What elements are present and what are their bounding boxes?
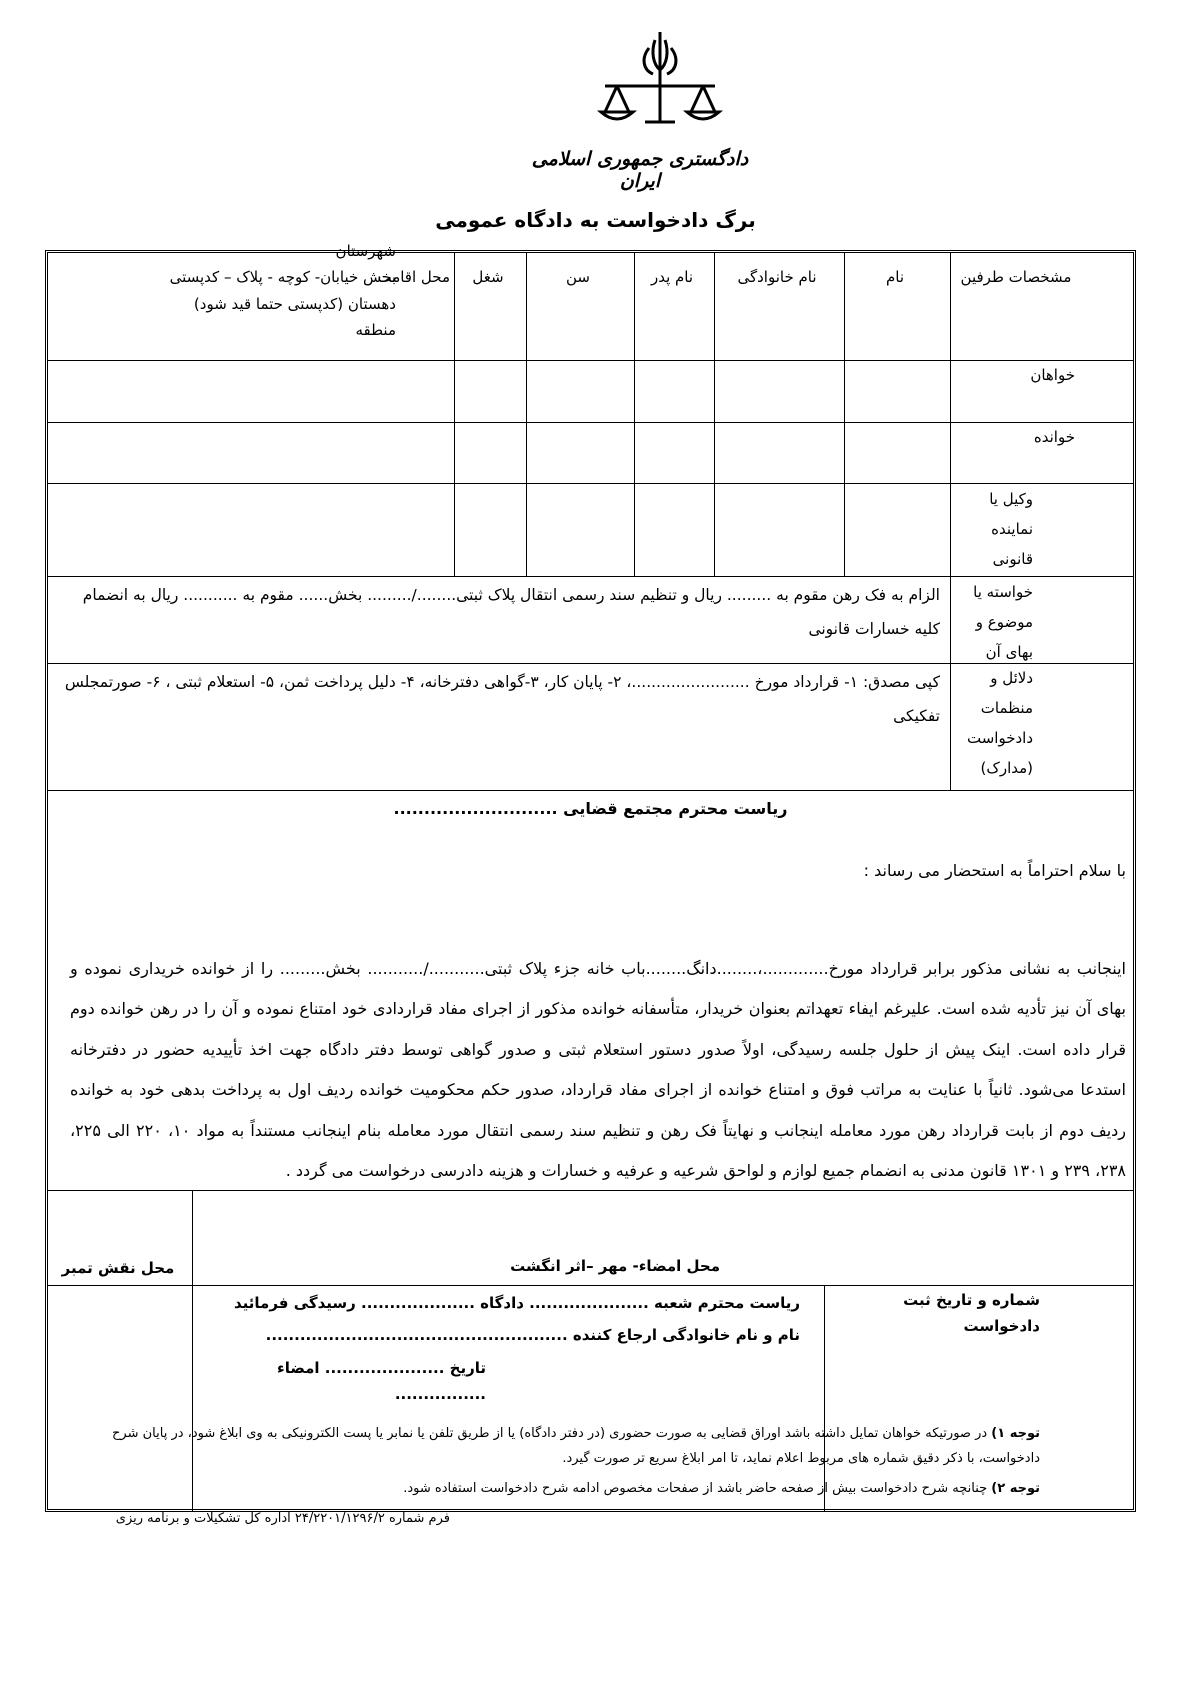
divider xyxy=(48,360,1133,361)
occupation-header: شغل xyxy=(472,268,504,286)
note-1-text: در صورتیکه خواهان تمایل داشته باشد اوراق قضایی به صورت حضوری (در دفتر دادگاه) یا از طریق تلفن یا نمابر یا پست الکترونیکی به وی ابلاغ شود، در پایان شرح دادخواست، با ذکر دقیق شماره های مربوط اعلام نماید، تا امر ابلاغ سریع تر صورت گیرد. xyxy=(112,1426,1040,1467)
parties-spec-header: مشخصات طرفین xyxy=(960,268,1072,286)
judiciary-emblem-icon xyxy=(595,30,725,130)
form-title: برگ دادخواست به دادگاه عمومی xyxy=(435,208,756,232)
request-body-text: اینجانب به نشانی مذکور برابر قرارداد مورخ.............،........دانگ........باب خانه جزء پلاک ثبتی.........../........... بخش......... را از خوانده خریداری نموده و بهای آن نیز تأدیه شده است. علیرغم ایفاء تعهداتم بعنوان خریدار، متأسفانه خوانده مذکور از اجرای مفاد قراردادی خود امتناع نموده و آن را در رهن خوانده دوم قرار داده است. اینک پیش از حلول جلسه رسیدگی، اولاً صدور دستور استعلام ثبتی و صدور گواهی توسط دفتر دادگاه جهت اخذ تأییدیه حضور در دفترخانه استدعا می‌شود. ثانیاً با عنایت به مراتب فوق و امتناع خوانده از اجرای مفاد قرارداد، صدور حکم محکومیت خوانده ردیف اول به پرداخت بدهی خود به خوانده ردیف دوم از بابت قرارداد رهن مورد معامله اینجانب و نهایتاً فک رهن و تنظیم سند رسمی انتقال مورد معامله بنام اینجانب مستنداً به مواد ۱۰، ۲۲۰ الی ۲۲۵، ۲۳۸، ۲۳۹ و ۱۳۰۱ قانون مدنی به انضمام جمیع لوازم و لواحق شرعیه و عرفیه و خسارات و هزینه دادرسی درخواست می گردد . xyxy=(70,959,1126,1181)
request-addressee: ریاست محترم مجتمع قضایی ........................... xyxy=(393,799,788,818)
plaintiff-label: خواهان xyxy=(1030,366,1075,384)
residence-detail-line: دهستان (کدپستی حتما قید شود) xyxy=(193,294,396,313)
signature-place: محل امضاء- مهر –اثر انگشت xyxy=(510,1257,720,1275)
defendant-label: خوانده xyxy=(1033,428,1075,446)
request-body xyxy=(70,949,1126,1191)
evidence-label: دلائل و منظمات دادخواست (مدارک) xyxy=(966,669,1033,777)
divider xyxy=(950,253,951,790)
lawyer-label: وکیل یا نماینده قانونی xyxy=(989,490,1033,568)
request-greeting: با سلام احتراماً به استحضار می رساند : xyxy=(863,861,1126,880)
registration-info: شماره و تاریخ ثبت دادخواست xyxy=(903,1291,1040,1336)
branch-chief-line: ریاست محترم شعبه ..................... دادگاه .................... رسیدگی فرمائید xyxy=(233,1294,800,1312)
divider xyxy=(844,253,845,576)
name-header: نام xyxy=(885,268,905,286)
father-name-header: نام پدر xyxy=(650,268,694,286)
residence-detail-line: شهرستان xyxy=(335,242,396,260)
judiciary-name: دادگستری جمهوری اسلامی ایران xyxy=(531,148,749,192)
evidence-text: کپی مصدق: ۱- قرارداد مورخ ........................، ۲- پایان کار، ۳-گواهی دفترخانه، ۴- دلیل پرداخت ثمن، ۵- استعلام ثبتی ، ۶- صورتمجلس تفکیکی xyxy=(64,673,940,725)
note-1 xyxy=(80,1421,1040,1472)
residence-detail-line: بخش خیابان- کوچه - پلاک – کدپستی xyxy=(169,268,396,287)
divider xyxy=(48,790,1133,791)
divider xyxy=(192,1285,824,1286)
divider xyxy=(48,422,1133,423)
family-name-header: نام خانوادگی xyxy=(737,268,817,286)
residence-details xyxy=(60,238,396,343)
note-1-label: توجه ۱) xyxy=(991,1426,1040,1441)
claim-label: خواسته یا موضوع و بهای آن xyxy=(973,583,1033,661)
stamp-place: محل نقش تمبر xyxy=(61,1259,175,1277)
residence-detail-line: منطقه xyxy=(355,320,396,339)
note-2-text: چنانچه شرح دادخواست بیش از صفحه حاضر باشد از صفحات مخصوص ادامه شرح دادخواست استفاده شود. xyxy=(403,1481,988,1496)
claim-text: الزام به فک رهن مقوم به ......... ریال و تنظیم سند رسمی انتقال پلاک ثبتی......../......... بخش...... مقوم به ........... ریال به انضمام کلیه خسارات قانونی xyxy=(82,586,940,638)
divider xyxy=(454,253,455,576)
residence-header: محل اقامت xyxy=(377,268,450,286)
age-header: سن xyxy=(566,268,590,286)
divider xyxy=(714,253,715,576)
divider xyxy=(634,253,635,576)
date-sign-line: تاریخ ..................... امضاء ................ xyxy=(277,1359,486,1404)
divider xyxy=(526,253,527,576)
form-number: فرم شماره ۲۴/۲۲۰۱/۱۲۹۶/۲ اداره کل تشکیلات و برنامه ریزی xyxy=(115,1511,450,1526)
note-2-label: توجه ۲) xyxy=(991,1481,1040,1496)
note-2 xyxy=(80,1476,1040,1501)
referrer-line: نام و نام خانوادگی ارجاع کننده ..................................................... xyxy=(265,1326,800,1344)
